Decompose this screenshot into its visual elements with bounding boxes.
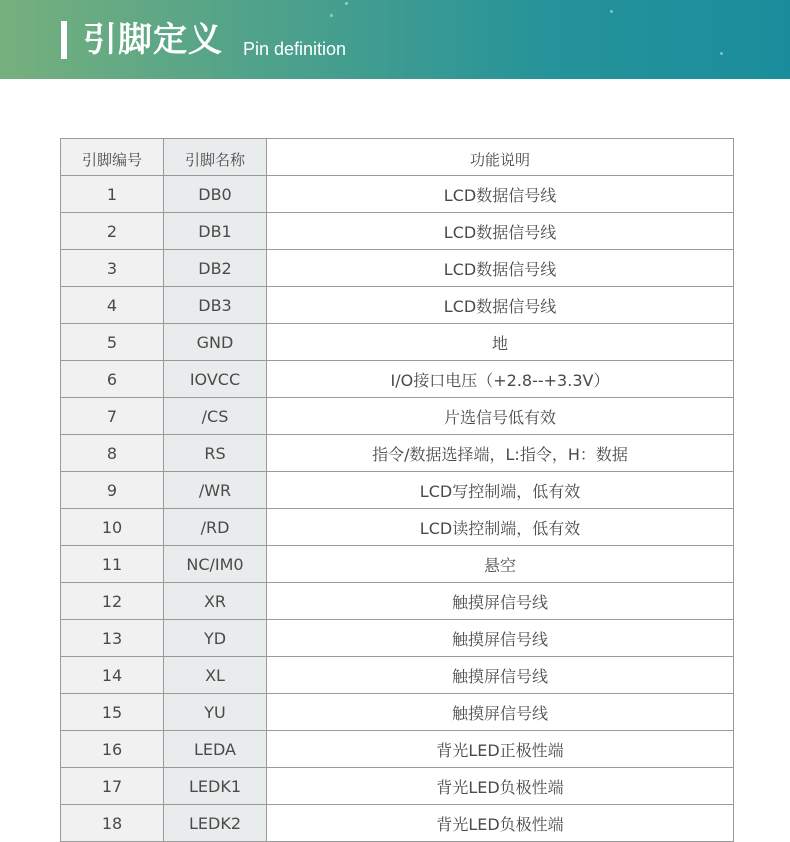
column-header-pin-number: 引脚编号 bbox=[61, 139, 164, 176]
description-cell: LCD数据信号线 bbox=[267, 176, 734, 213]
pin-name-cell: XR bbox=[164, 583, 267, 620]
decorative-dot bbox=[330, 14, 333, 17]
pin-name-cell: DB1 bbox=[164, 213, 267, 250]
table-row bbox=[61, 657, 734, 694]
description-cell: 片选信号低有效 bbox=[267, 398, 734, 435]
pin-number-cell: 16 bbox=[61, 731, 164, 768]
pin-number-cell: 1 bbox=[61, 176, 164, 213]
description-cell: 触摸屏信号线 bbox=[267, 620, 734, 657]
description-cell: 触摸屏信号线 bbox=[267, 694, 734, 731]
pin-name-cell: /CS bbox=[164, 398, 267, 435]
pin-number-cell: 10 bbox=[61, 509, 164, 546]
description-cell: 背光LED负极性端 bbox=[267, 805, 734, 842]
decorative-dot bbox=[720, 52, 723, 55]
title-banner bbox=[0, 0, 790, 79]
column-header-pin-name: 引脚名称 bbox=[164, 139, 267, 176]
table-row bbox=[61, 213, 734, 250]
table-header-row bbox=[61, 139, 734, 176]
pin-name-cell: IOVCC bbox=[164, 361, 267, 398]
pin-number-cell: 5 bbox=[61, 324, 164, 361]
decorative-dot bbox=[345, 2, 348, 5]
description-cell: I/O接口电压（+2.8--+3.3V） bbox=[267, 361, 734, 398]
table-row bbox=[61, 768, 734, 805]
pin-name-cell: LEDK2 bbox=[164, 805, 267, 842]
table-row bbox=[61, 287, 734, 324]
pin-name-cell: DB2 bbox=[164, 250, 267, 287]
pin-number-cell: 2 bbox=[61, 213, 164, 250]
page-title: 引脚定义 bbox=[83, 20, 223, 60]
pin-name-cell: LEDK1 bbox=[164, 768, 267, 805]
pin-name-cell: NC/IM0 bbox=[164, 546, 267, 583]
page-subtitle: Pin definition bbox=[243, 39, 347, 59]
description-cell: 触摸屏信号线 bbox=[267, 657, 734, 694]
pin-number-cell: 7 bbox=[61, 398, 164, 435]
table-row bbox=[61, 805, 734, 842]
description-cell: LCD读控制端，低有效 bbox=[267, 509, 734, 546]
table-row bbox=[61, 583, 734, 620]
pin-name-cell: DB3 bbox=[164, 287, 267, 324]
table-row bbox=[61, 694, 734, 731]
pin-number-cell: 8 bbox=[61, 435, 164, 472]
description-cell: LCD数据信号线 bbox=[267, 213, 734, 250]
pin-number-cell: 17 bbox=[61, 768, 164, 805]
pin-number-cell: 14 bbox=[61, 657, 164, 694]
column-header-description: 功能说明 bbox=[267, 139, 734, 176]
pin-name-cell: XL bbox=[164, 657, 267, 694]
description-cell: 悬空 bbox=[267, 546, 734, 583]
pin-number-cell: 6 bbox=[61, 361, 164, 398]
title-accent-bar bbox=[61, 21, 67, 59]
table-row bbox=[61, 509, 734, 546]
pin-definition-table bbox=[60, 138, 734, 842]
pin-name-cell: YU bbox=[164, 694, 267, 731]
table-row bbox=[61, 324, 734, 361]
pin-number-cell: 18 bbox=[61, 805, 164, 842]
pin-number-cell: 9 bbox=[61, 472, 164, 509]
description-cell: LCD数据信号线 bbox=[267, 250, 734, 287]
description-cell: LCD写控制端，低有效 bbox=[267, 472, 734, 509]
pin-name-cell: GND bbox=[164, 324, 267, 361]
table-row bbox=[61, 620, 734, 657]
pin-number-cell: 12 bbox=[61, 583, 164, 620]
decorative-dot bbox=[610, 10, 613, 13]
pin-name-cell: /RD bbox=[164, 509, 267, 546]
table-row bbox=[61, 435, 734, 472]
pin-number-cell: 15 bbox=[61, 694, 164, 731]
table-row bbox=[61, 176, 734, 213]
pin-name-cell: RS bbox=[164, 435, 267, 472]
pin-name-cell: DB0 bbox=[164, 176, 267, 213]
pin-name-cell: /WR bbox=[164, 472, 267, 509]
description-cell: 背光LED正极性端 bbox=[267, 731, 734, 768]
description-cell: LCD数据信号线 bbox=[267, 287, 734, 324]
pin-name-cell: LEDA bbox=[164, 731, 267, 768]
table-row bbox=[61, 472, 734, 509]
pin-name-cell: YD bbox=[164, 620, 267, 657]
pin-number-cell: 4 bbox=[61, 287, 164, 324]
table-row bbox=[61, 361, 734, 398]
pin-number-cell: 3 bbox=[61, 250, 164, 287]
description-cell: 触摸屏信号线 bbox=[267, 583, 734, 620]
description-cell: 背光LED负极性端 bbox=[267, 768, 734, 805]
table-row bbox=[61, 250, 734, 287]
table-row bbox=[61, 398, 734, 435]
description-cell: 地 bbox=[267, 324, 734, 361]
description-cell: 指令/数据选择端，L:指令，H：数据 bbox=[267, 435, 734, 472]
table-row bbox=[61, 731, 734, 768]
table-row bbox=[61, 546, 734, 583]
pin-number-cell: 13 bbox=[61, 620, 164, 657]
pin-number-cell: 11 bbox=[61, 546, 164, 583]
